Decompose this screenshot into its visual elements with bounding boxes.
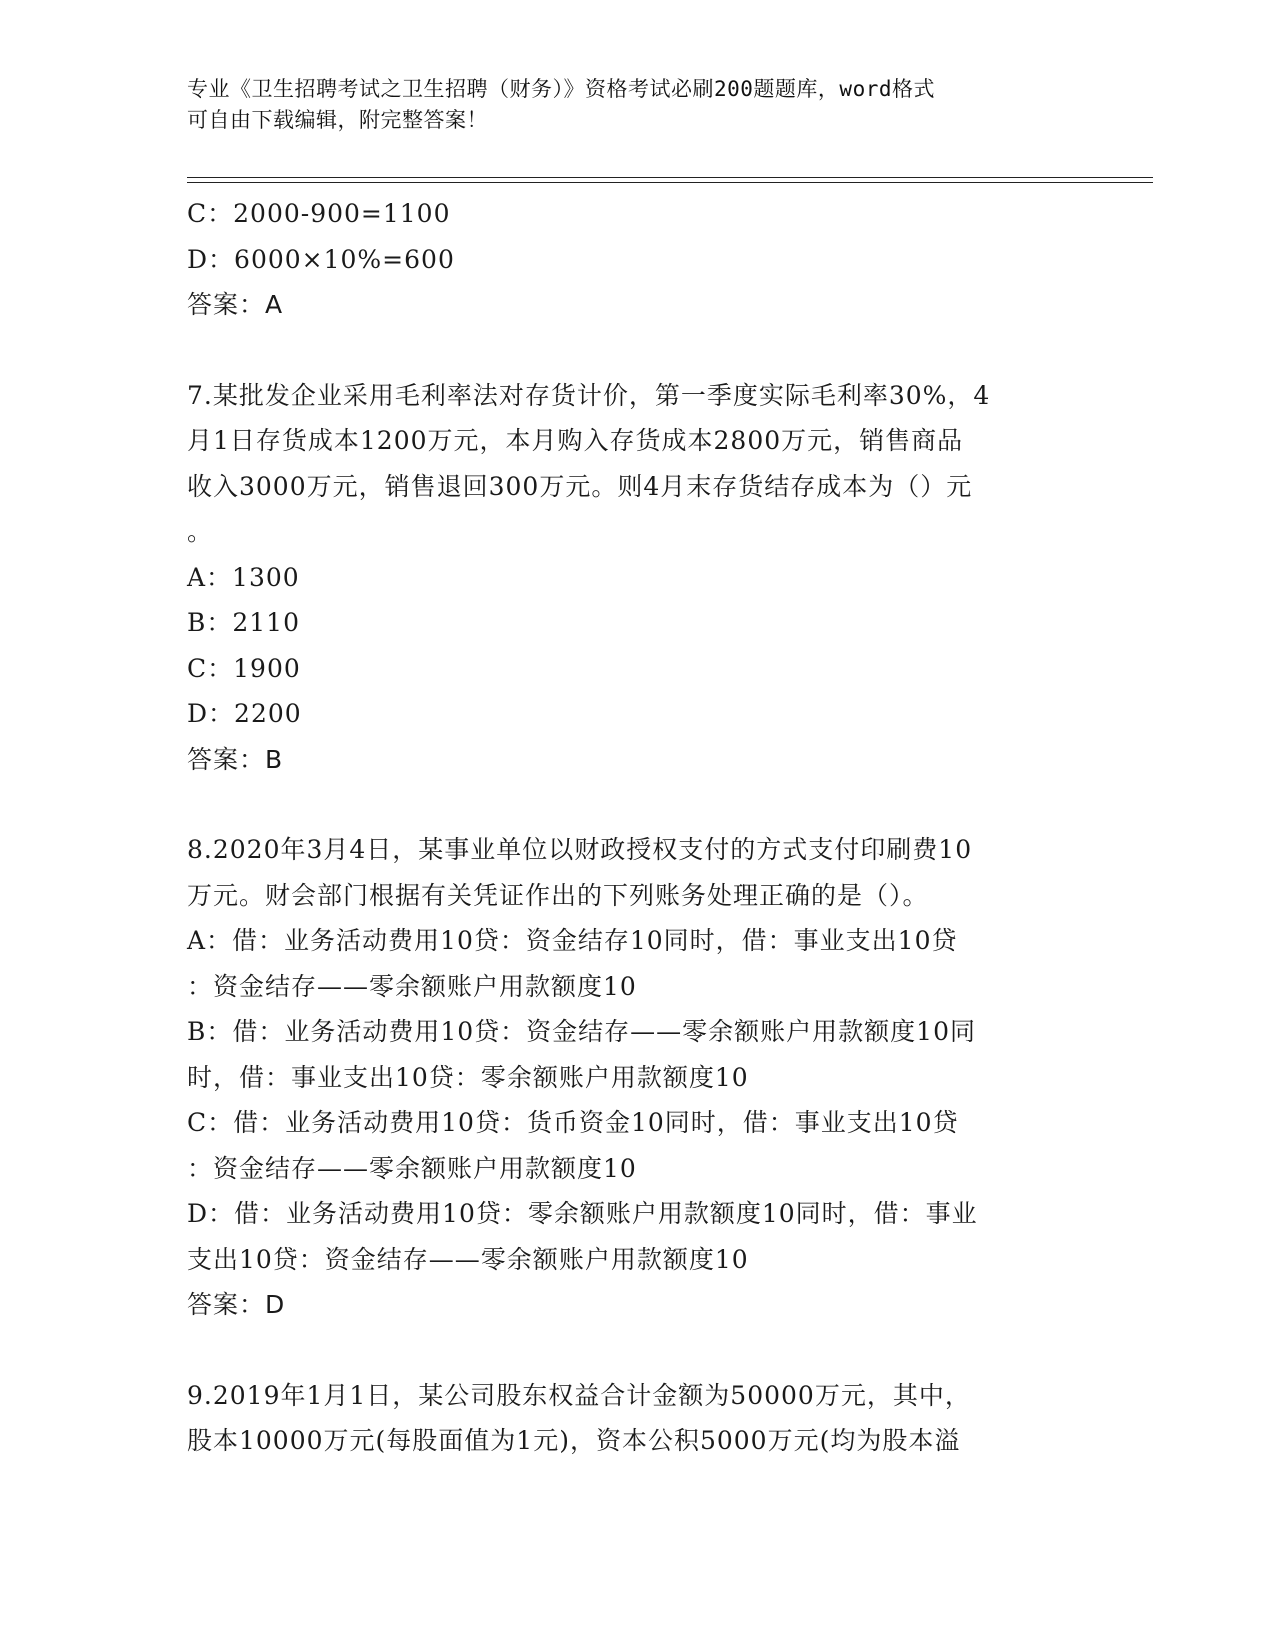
question-text-line: 股本10000万元(每股面值为1元)，资本公积5000万元(均为股本溢 xyxy=(187,1426,961,1455)
option-c: C：2000-900=1100 xyxy=(187,199,451,228)
option-b: B：借：业务活动费用10贷：资金结存——零余额账户用款额度10同 xyxy=(187,1017,976,1046)
question-text-line: 9.2019年1月1日，某公司股东权益合计金额为50000万元，其中， xyxy=(187,1380,971,1410)
question-text-line: 7.某批发企业采用毛利率法对存货计价，第一季度实际毛利率30%，4 xyxy=(187,380,991,410)
option-a: A：借：业务活动费用10贷：资金结存10同时，借：事业支出10贷 xyxy=(187,926,958,955)
question-text-line: 收入3000万元，销售退回300万元。则4月末存货结存成本为（）元 xyxy=(187,471,973,501)
document-header xyxy=(187,74,1067,136)
question-text-line: 月1日存货成本1200万元，本月购入存货成本2800万元，销售商品 xyxy=(187,426,964,455)
spacer xyxy=(187,782,1087,827)
previous-question-tail xyxy=(187,191,1087,328)
question-9 xyxy=(187,1373,1087,1464)
option-d: D：6000×10%=600 xyxy=(187,244,455,274)
option-c: C：借：业务活动费用10贷：货币资金10同时，借：事业支出10贷 xyxy=(187,1108,959,1137)
question-text-line: 。 xyxy=(187,517,214,546)
spacer xyxy=(187,1328,1087,1373)
option-c-continued: ：资金结存——零余额账户用款额度10 xyxy=(187,1153,637,1183)
document-body xyxy=(187,191,1087,1464)
spacer xyxy=(187,328,1087,373)
question-8 xyxy=(187,827,1087,1328)
option-a-continued: ：资金结存——零余额账户用款额度10 xyxy=(187,971,637,1001)
answer-line: 答案：A xyxy=(187,290,284,319)
question-text-line: 8.2020年3月4日，某事业单位以财政授权支付的方式支付印刷费10 xyxy=(187,835,973,864)
option-d-continued: 支出10贷：资金结存——零余额账户用款额度10 xyxy=(187,1244,749,1274)
option-c: C：1900 xyxy=(187,653,301,683)
header-divider-top xyxy=(187,177,1153,178)
option-b-continued: 时，借：事业支出10贷：零余额账户用款额度10 xyxy=(187,1062,749,1092)
option-b: B：2110 xyxy=(187,608,300,637)
header-divider-bottom xyxy=(187,182,1153,183)
question-text-line: 万元。财会部门根据有关凭证作出的下列账务处理正确的是（）。 xyxy=(187,880,929,910)
option-a: A：1300 xyxy=(187,562,300,592)
header-title-line-2: 可自由下载编辑，附完整答案！ xyxy=(187,108,488,132)
option-d: D：2200 xyxy=(187,699,302,728)
question-7 xyxy=(187,373,1087,783)
option-d: D：借：业务活动费用10贷：零余额账户用款额度10同时，借：事业 xyxy=(187,1199,978,1228)
header-title-line-1: 专业《卫生招聘考试之卫生招聘（财务）》资格考试必刷200题题库，word格式 xyxy=(187,77,935,101)
answer-line: 答案：D xyxy=(187,1290,286,1319)
answer-line: 答案：B xyxy=(187,744,284,774)
